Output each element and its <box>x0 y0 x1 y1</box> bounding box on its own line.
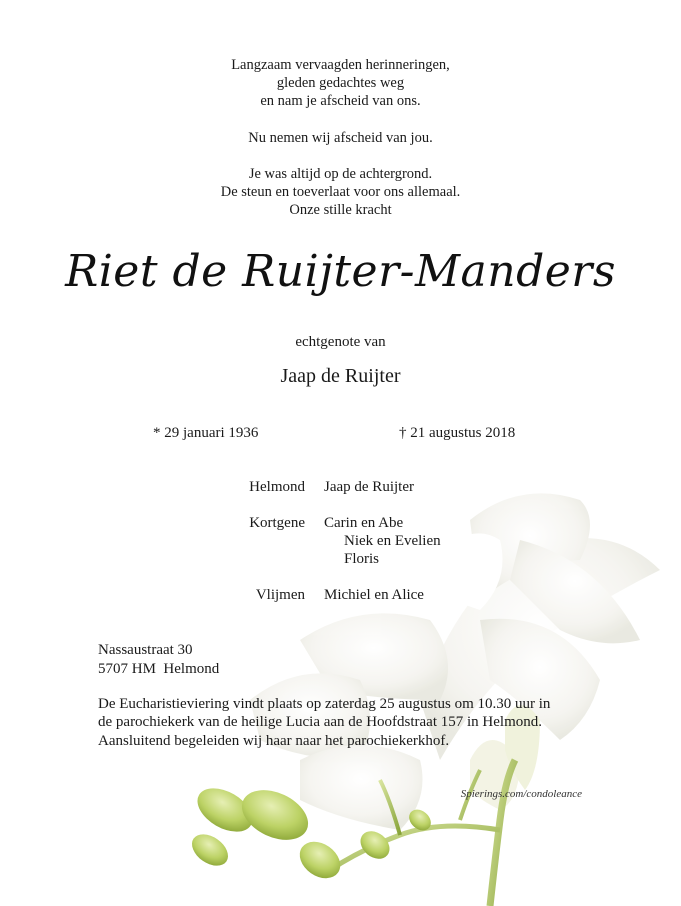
poem-line: De steun en toeverlaat voor ons allemaal. <box>220 184 461 201</box>
deceased-name: Riet de Ruijter-Manders <box>65 246 616 297</box>
poem-line: gleden gedachtes weg <box>276 75 405 92</box>
family-member: Michiel en Alice <box>324 587 424 603</box>
family-member: Jaap de Ruijter <box>324 479 414 495</box>
poem-stanza <box>0 56 681 111</box>
poem-line: Je was altijd op de achtergrond. <box>248 165 433 182</box>
birth-date: * 29 januari 1936 <box>153 425 259 441</box>
website-link[interactable]: Spierings.com/condoleance <box>460 788 582 800</box>
poem-line: Langzaam vervaagden herinneringen, <box>231 57 450 73</box>
poem-line: Onze stille kracht <box>289 202 392 219</box>
spouse-name: Jaap de Ruijter <box>280 365 401 387</box>
family-member: Floris <box>344 551 380 567</box>
death-date: † 21 augustus 2018 <box>399 425 516 441</box>
family-member: Niek en Evelien <box>344 533 441 549</box>
poem-line: en nam je afscheid van ons. <box>260 93 421 110</box>
poem-line: Nu nemen wij afscheid van jou. <box>248 129 433 146</box>
family-place: Kortgene <box>249 515 305 531</box>
poem <box>0 56 681 237</box>
address-city: 5707 HM Helmond <box>98 661 220 677</box>
service-text: De Eucharistieviering vindt plaats op zaterdag 25 augustus om 10.30 uur in de parochiekerk van de heilige Lucia aan de Hoofdstraat 157 in Helmond. Aansluitend begeleiden wij haar naar het parochiekerkhof. <box>98 696 551 749</box>
family-place: Vlijmen <box>255 587 305 603</box>
family-place: Helmond <box>249 479 305 495</box>
spouse-label: echtgenote van <box>295 334 386 350</box>
poem-stanza <box>0 165 681 220</box>
family-member: Carin en Abe <box>324 515 404 531</box>
address <box>98 641 219 679</box>
poem-stanza <box>0 129 681 147</box>
address-street: Nassaustraat 30 <box>98 642 193 658</box>
